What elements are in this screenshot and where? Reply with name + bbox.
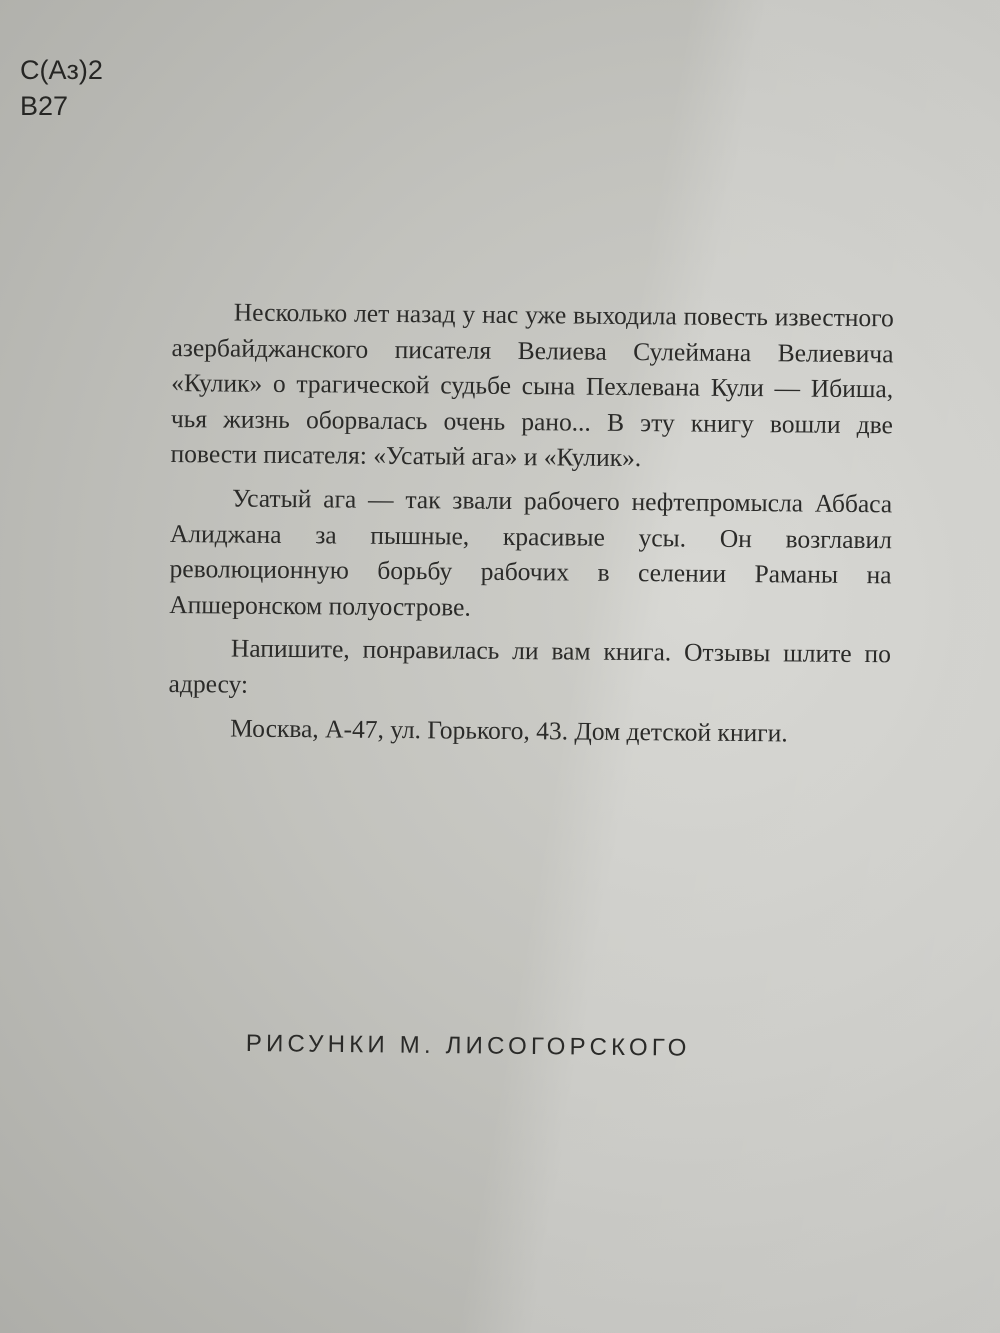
feedback-request: Напишите, понравилась ли вам книга. Отзывы шлите по адресу:	[168, 633, 892, 699]
annotation-paragraph: Усатый ага — так звали рабочего нефтепромысла Аббаса Алиджана за пышные, красивые усы. Он возглавил революционную борьбу рабочих в селении Раманы на Апшеронском полуострове.	[169, 483, 893, 622]
annotation-paragraph: Несколько лет назад у нас уже выходила повесть известного азербайджанского писателя Велиева Сулеймана Велиевича «Кулик» о трагической судьбе сына Пехлевана Кули — Ибиша, чья жизнь оборвалась очень рано... В эту книгу вошли две повести писателя: «Усатый ага» и «Кулик».	[170, 297, 894, 473]
author-mark: В27	[20, 91, 69, 121]
library-classification	[20, 52, 103, 124]
publisher-address: Москва, А-47, ул. Горького, 43. Дом детской книги.	[230, 713, 788, 747]
classification-code: С(Аз)2	[20, 55, 103, 85]
book-annotation	[168, 294, 894, 759]
illustrator-credit: РИСУНКИ М. ЛИСОГОРСКОГО	[245, 1030, 691, 1062]
